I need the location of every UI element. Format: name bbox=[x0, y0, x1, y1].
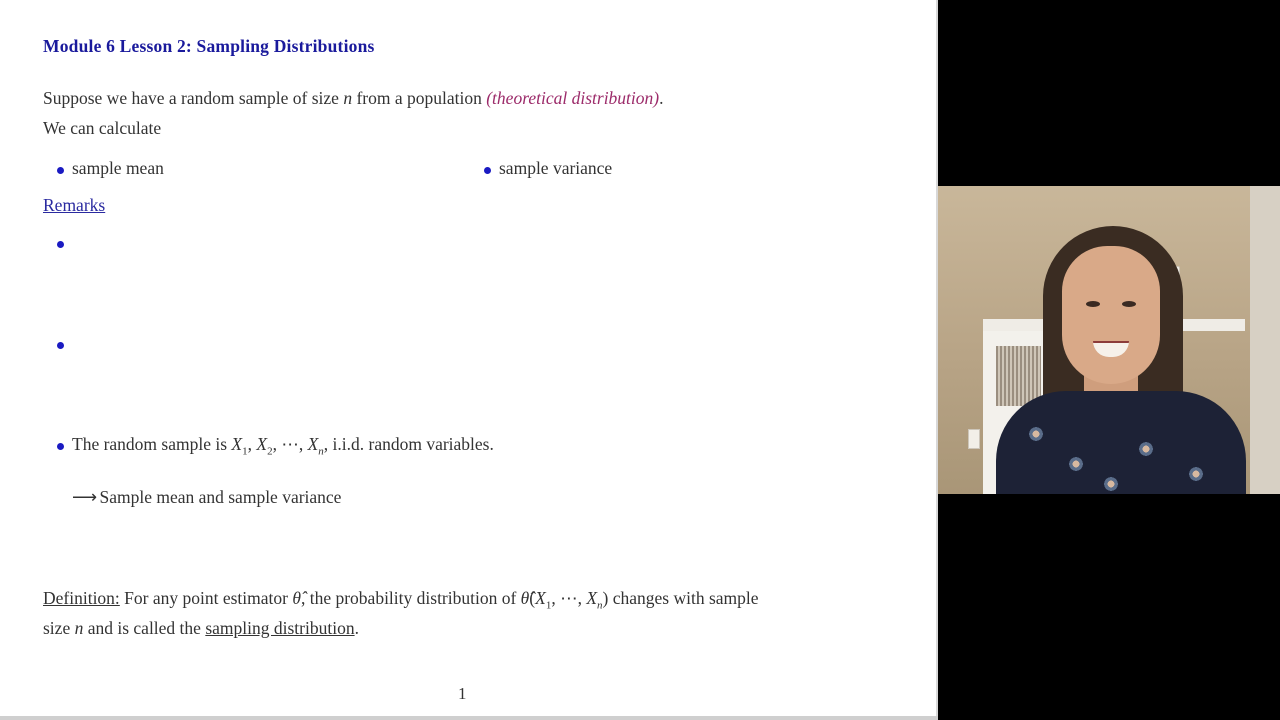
shirt-pattern bbox=[1028, 426, 1044, 442]
bullet-icon bbox=[57, 443, 64, 450]
radiator-grille bbox=[996, 346, 1041, 406]
arrow-line bbox=[72, 487, 341, 508]
var-x: X bbox=[231, 434, 243, 454]
emphasis-text: (theoretical distribution) bbox=[486, 88, 660, 108]
defined-term: sampling distribution bbox=[205, 618, 355, 638]
bottom-bar bbox=[0, 716, 938, 720]
comma: , bbox=[298, 434, 308, 454]
intro-line-2: We can calculate bbox=[43, 118, 162, 138]
bullet-icon bbox=[484, 167, 491, 174]
comma: , bbox=[247, 434, 257, 454]
var-x: X bbox=[256, 434, 268, 454]
var-x: X bbox=[586, 588, 598, 608]
presenter-webcam bbox=[938, 186, 1280, 494]
definition-label: Definition: bbox=[43, 588, 120, 608]
bullet-icon bbox=[57, 241, 64, 248]
sub: n bbox=[597, 599, 603, 612]
theta-hat: θ̂ bbox=[520, 588, 530, 608]
var-x: X bbox=[307, 434, 319, 454]
comma: , bbox=[551, 588, 561, 608]
text: The random sample is bbox=[72, 434, 232, 454]
arrow-text: Sample mean and sample variance bbox=[99, 487, 342, 507]
text: changes with sample bbox=[608, 588, 759, 608]
text: and is called the bbox=[83, 618, 206, 638]
theta-hat: θ̂ bbox=[292, 588, 301, 608]
comma: , bbox=[272, 434, 282, 454]
shirt-pattern bbox=[1188, 466, 1204, 482]
definition-line-2 bbox=[43, 618, 359, 639]
var-n: n bbox=[343, 88, 353, 108]
presenter-face bbox=[1062, 246, 1160, 384]
sub: 1 bbox=[545, 599, 552, 612]
text: , i.i.d. random variables. bbox=[323, 434, 494, 454]
eye bbox=[1122, 301, 1136, 307]
outlet bbox=[968, 429, 980, 449]
cdots: ⋯ bbox=[281, 434, 299, 454]
sub: 1 bbox=[242, 445, 248, 458]
eye bbox=[1086, 301, 1100, 307]
var-n: n bbox=[74, 618, 84, 638]
page-number: 1 bbox=[458, 684, 467, 703]
bullet-icon bbox=[57, 342, 64, 349]
period: . bbox=[659, 88, 664, 108]
definition-line-1 bbox=[43, 588, 759, 612]
slide-title: Module 6 Lesson 2: Sampling Distributions bbox=[43, 36, 375, 56]
remarks-link[interactable]: Remarks bbox=[43, 195, 106, 215]
intro-line-1 bbox=[43, 88, 663, 109]
text: size bbox=[43, 618, 75, 638]
intro-text: Suppose we have a random sample of size bbox=[43, 88, 344, 108]
random-sample-line bbox=[72, 434, 494, 458]
intro-text-2: from a population bbox=[352, 88, 487, 108]
comma: , bbox=[577, 588, 587, 608]
shirt-pattern bbox=[1068, 456, 1084, 472]
period: . bbox=[354, 618, 359, 638]
paren: ( bbox=[529, 588, 536, 608]
var-x: X bbox=[535, 588, 546, 608]
wall bbox=[1250, 186, 1280, 494]
bullet-sample-mean: sample mean bbox=[72, 158, 164, 178]
text: For any point estimator bbox=[119, 588, 293, 608]
cdots: ⋯ bbox=[560, 588, 578, 608]
shirt-pattern bbox=[1103, 476, 1119, 492]
sub: n bbox=[318, 445, 324, 458]
shirt-pattern bbox=[1138, 441, 1154, 457]
sub: 2 bbox=[267, 445, 273, 458]
long-arrow-icon: ⟶ bbox=[72, 487, 96, 507]
presenter-shirt bbox=[996, 391, 1246, 494]
paren: ) bbox=[602, 588, 609, 608]
bullet-sample-variance: sample variance bbox=[499, 158, 613, 178]
bullet-icon bbox=[57, 167, 64, 174]
text: , the probability distribution of bbox=[300, 588, 521, 608]
